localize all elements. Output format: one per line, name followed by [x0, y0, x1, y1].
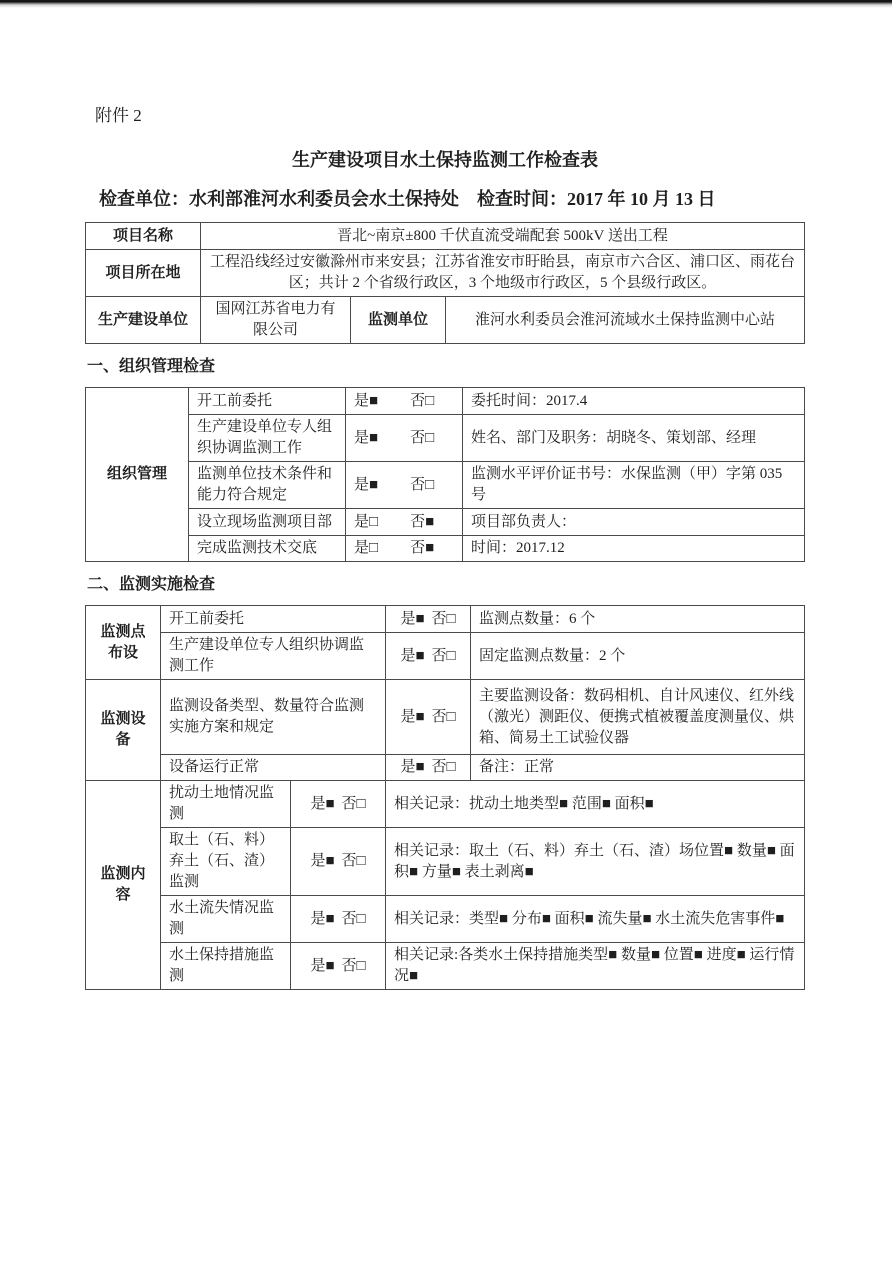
- cell-item: 完成监测技术交底: [189, 536, 346, 562]
- yes-checkbox: 是■: [400, 708, 425, 725]
- cell-item: 开工前委托: [161, 606, 386, 633]
- cell-item: 生产建设单位专人组织协调监测工作: [189, 415, 346, 462]
- table-row: [86, 462, 805, 509]
- table-row: [86, 896, 805, 943]
- cell-yes-no: [386, 633, 471, 680]
- cell-item: 监测设备类型、数量符合监测实施方案和规定: [161, 680, 386, 755]
- yes-checkbox: 是■: [310, 957, 335, 974]
- cell-item: 开工前委托: [189, 388, 346, 415]
- cell-yes-no: [291, 828, 386, 896]
- table-row: [86, 943, 805, 990]
- yes-checkbox: 是■: [354, 429, 379, 446]
- table-row: [86, 633, 805, 680]
- table-row: [86, 415, 805, 462]
- cell-item: 水土保持措施监测: [161, 943, 291, 990]
- attachment-label: 附件 2: [95, 106, 142, 125]
- no-checkbox: 否□: [341, 795, 366, 812]
- cell-yes-no: [291, 781, 386, 828]
- project-name-label: 项目名称: [86, 223, 201, 250]
- construction-unit-label: 生产建设单位: [86, 297, 201, 344]
- cell-item: 设备运行正常: [161, 755, 386, 781]
- cell-note: 时间：2017.12: [463, 536, 805, 562]
- inspection-unit: 检查单位：水利部淮河水利委员会水土保持处: [99, 189, 459, 209]
- cell-note: 固定监测点数量：2 个: [471, 633, 805, 680]
- cell-note: 主要监测设备：数码相机、自计风速仪、红外线（激光）测距仪、便携式植被覆盖度测量仪、烘箱、简易土工试验仪器: [471, 680, 805, 755]
- inspection-time: 检查时间：2017 年 10 月 13 日: [477, 189, 716, 209]
- cell-yes-no: [346, 388, 463, 415]
- cell-note: 相关记录：取土（石、料）弃土（石、渣）场位置■ 数量■ 面积■ 方量■ 表土剥离■: [386, 828, 805, 896]
- no-checkbox: 否□: [431, 647, 456, 664]
- table-row: [86, 536, 805, 562]
- organization-management-table: [85, 387, 805, 562]
- table-row: [86, 828, 805, 896]
- table-row: [86, 606, 805, 633]
- no-checkbox: 否□: [431, 610, 456, 627]
- cell-yes-no: [291, 896, 386, 943]
- no-checkbox: 否□: [431, 759, 456, 775]
- cell-note: 监测水平评价证书号：水保监测（甲）字第 035 号: [463, 462, 805, 509]
- cell-note: 监测点数量：6 个: [471, 606, 805, 633]
- table-row: [86, 223, 805, 250]
- section2-heading: 二、监测实施检查: [87, 576, 216, 593]
- cell-yes-no: [346, 509, 463, 536]
- cell-note: 相关记录：类型■ 分布■ 面积■ 流失量■ 水土流失危害事件■: [386, 896, 805, 943]
- cell-yes-no: [386, 680, 471, 755]
- cell-item: 扰动土地情况监测: [161, 781, 291, 828]
- yes-checkbox: 是■: [310, 795, 335, 812]
- monitoring-implementation-table: [85, 605, 805, 990]
- cell-note: 委托时间：2017.4: [463, 388, 805, 415]
- cell-yes-no: [386, 755, 471, 781]
- section1-heading: 一、组织管理检查: [87, 358, 216, 375]
- no-checkbox: 否□: [410, 476, 435, 493]
- no-checkbox: 否□: [341, 957, 366, 974]
- table-row: [86, 250, 805, 297]
- cell-yes-no: [346, 462, 463, 509]
- cell-yes-no: [291, 943, 386, 990]
- cell-yes-no: [386, 606, 471, 633]
- cell-note: 姓名、部门及职务：胡晓冬、策划部、经理: [463, 415, 805, 462]
- monitoring-unit-value: 淮河水利委员会淮河流域水土保持监测中心站: [446, 297, 805, 344]
- document-title: 生产建设项目水土保持监测工作检查表: [292, 150, 598, 170]
- yes-checkbox: 是■: [354, 476, 379, 493]
- yes-checkbox: 是□: [354, 513, 379, 530]
- no-checkbox: 否□: [410, 392, 435, 409]
- table-row: [86, 297, 805, 344]
- cell-note: 项目部负责人：: [463, 509, 805, 536]
- no-checkbox: 否■: [410, 540, 435, 556]
- project-info-table: [85, 222, 805, 344]
- cell-item: 取土（石、料）弃土（石、渣）监测: [161, 828, 291, 896]
- yes-checkbox: 是■: [354, 392, 379, 409]
- group-label-monitoring-equipment: 监测设备: [86, 680, 161, 781]
- yes-checkbox: 是■: [400, 610, 425, 627]
- cell-item: 监测单位技术条件和能力符合规定: [189, 462, 346, 509]
- table-row: [86, 781, 805, 828]
- yes-checkbox: 是■: [310, 853, 335, 869]
- no-checkbox: 否□: [341, 910, 366, 927]
- no-checkbox: 否■: [410, 513, 435, 530]
- cell-yes-no: [346, 415, 463, 462]
- table-row: [86, 755, 805, 781]
- monitoring-unit-label: 监测单位: [351, 297, 446, 344]
- table-row: [86, 388, 805, 415]
- no-checkbox: 否□: [431, 708, 456, 725]
- document-content: [85, 0, 805, 990]
- cell-note: 备注：正常: [471, 755, 805, 781]
- cell-item: 设立现场监测项目部: [189, 509, 346, 536]
- cell-yes-no: [346, 536, 463, 562]
- inspection-meta-line: [85, 187, 805, 211]
- project-location-value: 工程沿线经过安徽滁州市来安县；江苏省淮安市盱眙县，南京市六合区、浦口区、雨花台区；共计 2 个省级行政区，3 个地级市行政区，5 个县级行政区。: [201, 250, 805, 297]
- group-label-monitoring-content: 监测内容: [86, 781, 161, 990]
- cell-item: 生产建设单位专人组织协调监测工作: [161, 633, 386, 680]
- table-row: [86, 509, 805, 536]
- cell-note: 相关记录：扰动土地类型■ 范围■ 面积■: [386, 781, 805, 828]
- project-location-label: 项目所在地: [86, 250, 201, 297]
- cell-item: 水土流失情况监测: [161, 896, 291, 943]
- yes-checkbox: 是■: [400, 759, 425, 775]
- table-row: [86, 680, 805, 755]
- cell-note: 相关记录:各类水土保持措施类型■ 数量■ 位置■ 进度■ 运行情况■: [386, 943, 805, 990]
- yes-checkbox: 是■: [400, 647, 425, 664]
- yes-checkbox: 是□: [354, 540, 379, 556]
- yes-checkbox: 是■: [310, 910, 335, 927]
- no-checkbox: 否□: [341, 853, 366, 869]
- group-label-organization: 组织管理: [86, 388, 189, 562]
- no-checkbox: 否□: [410, 429, 435, 446]
- project-name-value: 晋北~南京±800 千伏直流受端配套 500kV 送出工程: [201, 223, 805, 250]
- construction-unit-value: 国网江苏省电力有限公司: [201, 297, 351, 344]
- group-label-monitoring-points: 监测点布设: [86, 606, 161, 680]
